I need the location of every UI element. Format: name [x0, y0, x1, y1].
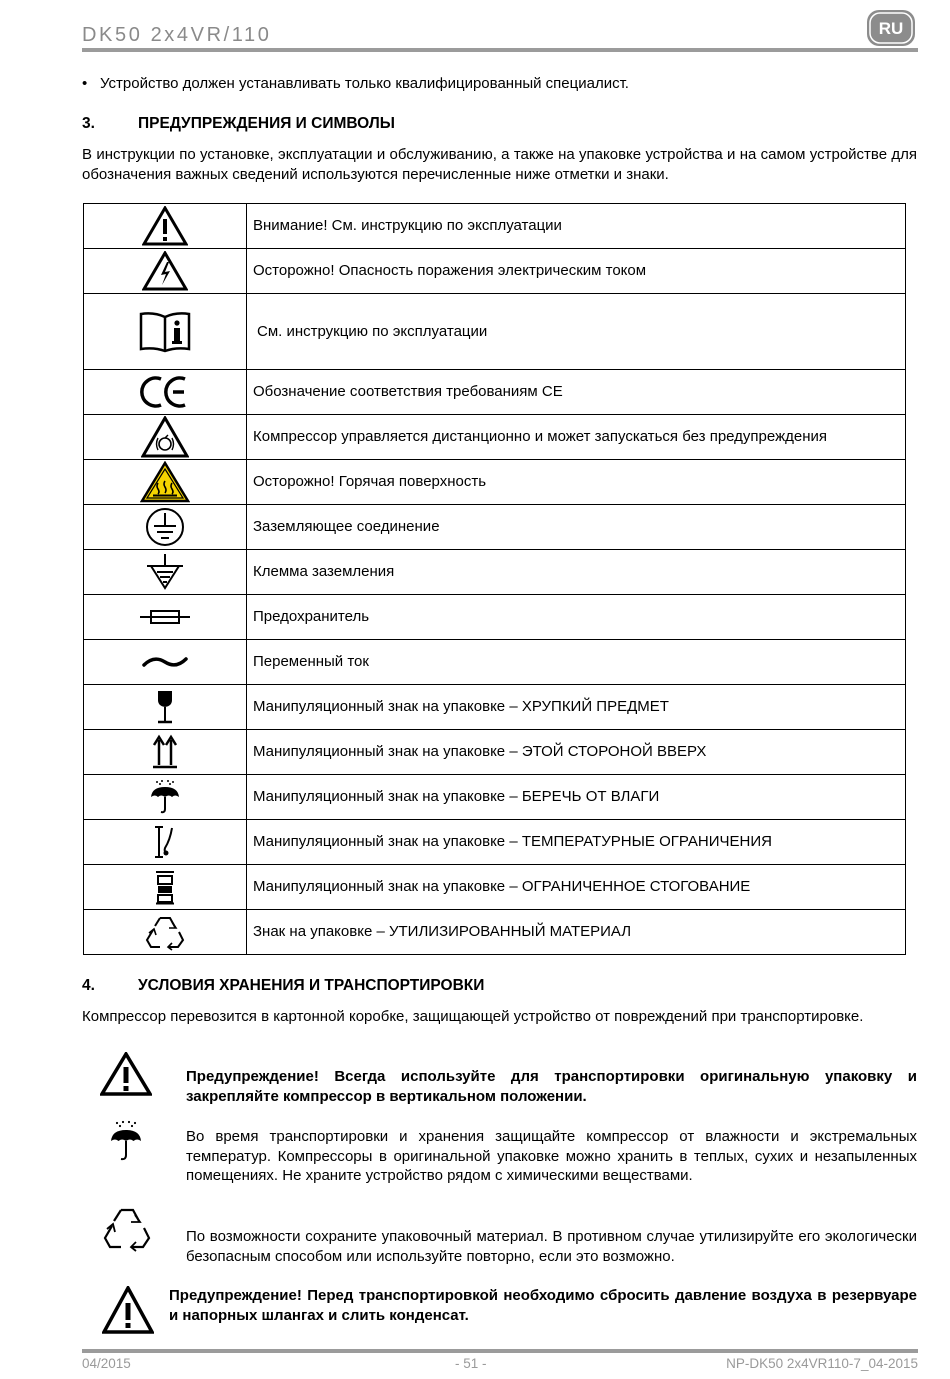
symbol-description: Внимание! См. инструкцию по эксплуатации: [247, 204, 906, 249]
symbol-cell: [84, 910, 247, 955]
remote-start-icon: [141, 416, 189, 458]
table-row: [84, 730, 906, 775]
manual-book-icon: [138, 311, 192, 353]
footer-date: 04/2015: [82, 1356, 131, 1371]
table-row: [84, 460, 906, 505]
symbol-cell: [84, 550, 247, 595]
footer-page-number: - 51 -: [455, 1356, 487, 1371]
hot-surface-icon: [140, 461, 190, 503]
recycling-icon: [145, 913, 185, 951]
symbol-cell: [84, 730, 247, 775]
symbol-cell: [84, 775, 247, 820]
electric-shock-icon: [142, 251, 188, 291]
symbol-description: Знак на упаковке – УТИЛИЗИРОВАННЫЙ МАТЕРИАЛ: [247, 910, 906, 955]
table-row: [84, 249, 906, 294]
table-row: [84, 820, 906, 865]
table-row: [84, 775, 906, 820]
symbol-cell: [84, 595, 247, 640]
table-row: [84, 294, 906, 370]
alternating-current-icon: [141, 653, 189, 671]
table-row: [84, 685, 906, 730]
note-text-4: Предупреждение! Перед транспортировкой необходимо сбросить давление воздуха в резервуаре и напорных шлангах и слить конденсат.: [169, 1287, 917, 1324]
symbol-cell: [84, 820, 247, 865]
footer-document-id: NP-DK50 2x4VR110-7_04-2015: [726, 1356, 918, 1371]
section-4-number: 4.: [82, 977, 95, 994]
warning-triangle-icon: [100, 1052, 152, 1096]
symbol-cell: [84, 460, 247, 505]
fragile-glass-icon: [153, 689, 177, 725]
warning-triangle-icon: [102, 1286, 154, 1334]
note-text-3: По возможности сохраните упаковочный материал. В противном случае утилизируйте его экологически безопасным способом или используйте повторно, если это возможно.: [186, 1228, 917, 1265]
temperature-limit-icon: [152, 824, 178, 860]
keep-dry-umbrella-icon: [108, 1120, 144, 1162]
symbol-description: Компрессор управляется дистанционно и может запускаться без предупреждения: [247, 415, 906, 460]
ce-mark-icon: [139, 374, 191, 410]
this-side-up-icon: [151, 734, 179, 770]
symbol-cell: [84, 865, 247, 910]
section-4-text: Компрессор перевозится в картонной коробке, защищающей устройство от повреждений при транспортировке.: [82, 1008, 864, 1025]
symbol-description: См. инструкцию по эксплуатации: [247, 294, 906, 370]
recycling-icon: [102, 1204, 152, 1254]
symbol-description: Манипуляционный знак на упаковке – ЭТОЙ СТОРОНОЙ ВВЕРХ: [247, 730, 906, 775]
section-4-title: УСЛОВИЯ ХРАНЕНИЯ И ТРАНСПОРТИРОВКИ: [138, 977, 485, 994]
table-row: [84, 910, 906, 955]
table-row: [84, 550, 906, 595]
symbol-description: Осторожно! Горячая поверхность: [247, 460, 906, 505]
symbol-cell: [84, 294, 247, 370]
symbol-cell: [84, 505, 247, 550]
note-warning-icon-2: [102, 1286, 154, 1334]
symbol-description: Осторожно! Опасность поражения электрическим током: [247, 249, 906, 294]
document-title: DK50 2x4VR/110: [82, 24, 272, 46]
symbol-description: Манипуляционный знак на упаковке – ОГРАНИЧЕННОЕ СТОГОВАНИЕ: [247, 865, 906, 910]
symbol-cell: [84, 415, 247, 460]
symbol-description: Манипуляционный знак на упаковке – ХРУПКИЙ ПРЕДМЕТ: [247, 685, 906, 730]
intro-bullet: [82, 75, 629, 92]
symbol-cell: [84, 640, 247, 685]
table-row: [84, 505, 906, 550]
table-row: [84, 370, 906, 415]
note-text-1: Предупреждение! Всегда используйте для транспортировки оригинальную упаковку и закрепляйте компрессор в вертикальном положении.: [186, 1068, 917, 1105]
table-row: [84, 415, 906, 460]
section-3-title: ПРЕДУПРЕЖДЕНИЯ И СИМВОЛЫ: [138, 115, 395, 132]
bullet-icon: •: [82, 75, 88, 92]
keep-dry-umbrella-icon: [148, 779, 182, 815]
symbol-description: Манипуляционный знак на упаковке – БЕРЕЧЬ ОТ ВЛАГИ: [247, 775, 906, 820]
symbol-description: Предохранитель: [247, 595, 906, 640]
symbol-cell: [84, 685, 247, 730]
symbols-table: [83, 203, 906, 955]
language-code: RU: [878, 19, 904, 38]
fuse-icon: [139, 607, 191, 627]
table-row: [84, 595, 906, 640]
warning-triangle-icon: [142, 206, 188, 246]
note-umbrella-icon: [108, 1120, 144, 1162]
symbol-cell: [84, 204, 247, 249]
ground-connection-icon: [144, 506, 186, 548]
ground-terminal-icon: [143, 552, 187, 592]
header-rule: [82, 48, 918, 52]
note-warning-icon-1: [100, 1052, 152, 1096]
table-row: [84, 865, 906, 910]
intro-bullet-text: Устройство должен устанавливать только квалифицированный специалист.: [100, 75, 629, 92]
footer-rule: [82, 1349, 918, 1353]
stacking-limit-icon: [153, 869, 177, 905]
section-3-text: В инструкции по установке, эксплуатации и обслуживанию, а также на упаковке устройства и на самом устройстве для обозначения важных сведений используются перечисленные ниже отметки и знаки.: [82, 146, 917, 183]
symbol-description: Обозначение соответствия требованиям CE: [247, 370, 906, 415]
language-badge: [866, 9, 916, 47]
symbol-description: Заземляющее соединение: [247, 505, 906, 550]
table-row: [84, 204, 906, 249]
section-3-number: 3.: [82, 115, 95, 132]
symbol-description: Клемма заземления: [247, 550, 906, 595]
symbol-cell: [84, 370, 247, 415]
note-text-2: Во время транспортировки и хранения защищайте компрессор от влажности и экстремальных температур. Компрессоры в оригинальной упаковке можно хранить в теплых, сухих и незапыленных помещениях. Не храните устройство рядом с химическими веществами.: [186, 1128, 917, 1184]
table-row: [84, 640, 906, 685]
symbol-description: Манипуляционный знак на упаковке – ТЕМПЕРАТУРНЫЕ ОГРАНИЧЕНИЯ: [247, 820, 906, 865]
note-recycling-icon: [102, 1204, 152, 1254]
section-3-heading: [82, 115, 395, 133]
symbol-cell: [84, 249, 247, 294]
symbol-description: Переменный ток: [247, 640, 906, 685]
section-4-heading: [82, 977, 484, 995]
